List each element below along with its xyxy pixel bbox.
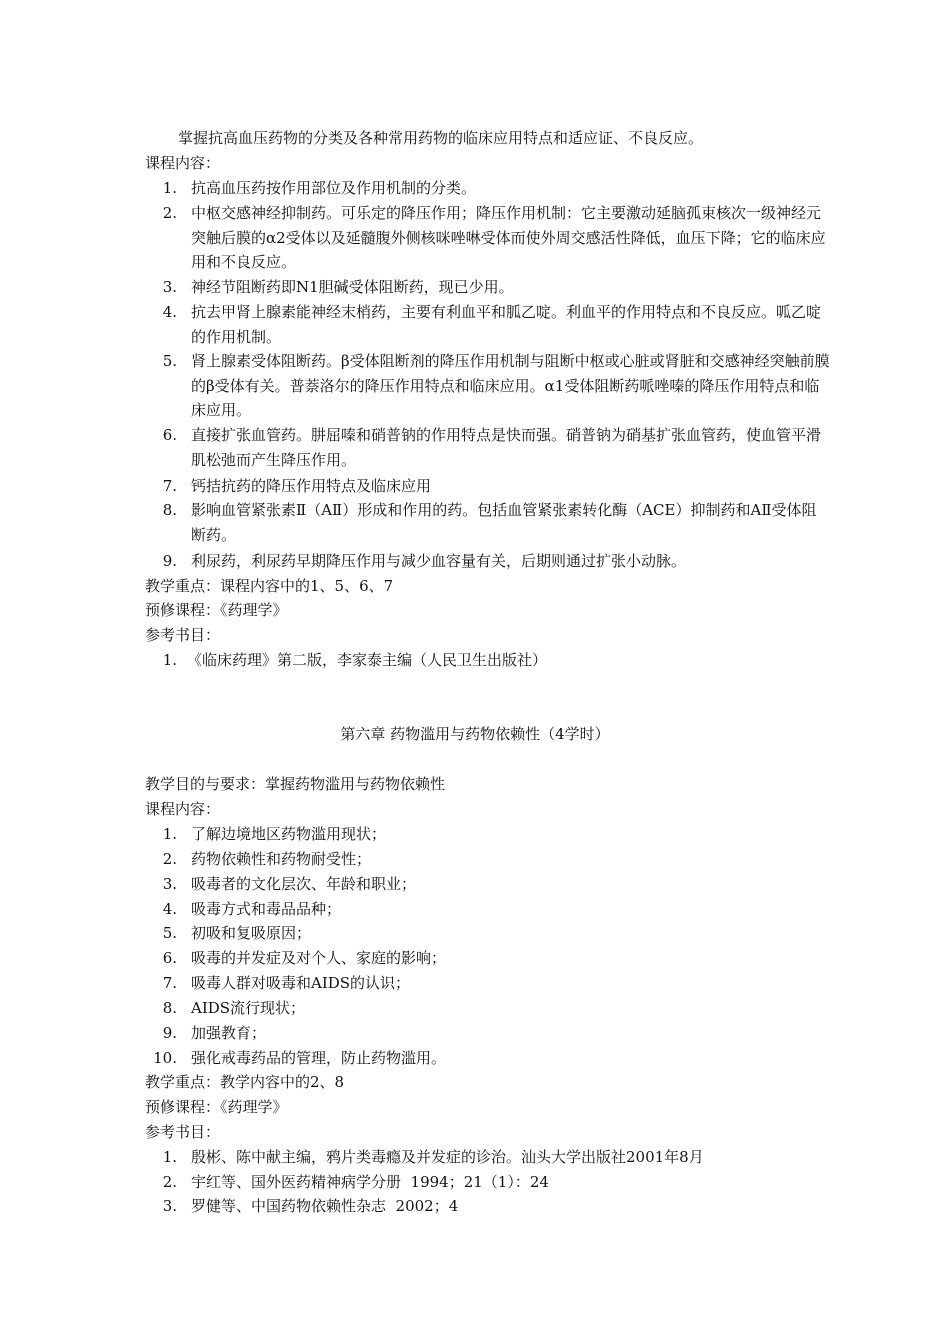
reference-item [145,650,835,674]
key-points: 教学重点：课程内容中的1、5、6、7 [145,577,394,595]
list-item [145,351,835,425]
list-text: 《临床药理》第二版，李家泰主编（人民卫生出版社） [187,651,548,669]
list-text: 药物依赖性和药物耐受性； [191,850,372,868]
references-label: 参考书目： [145,626,221,644]
list-text: 殷彬、陈中献主编，鸦片类毒瘾及并发症的诊治。汕头大学出版社2001年8月 [191,1148,704,1166]
list-item [145,899,835,923]
list-text: 罗健等、中国药物依赖性杂志 2002；4 [191,1197,459,1215]
list-item [145,874,835,898]
list-item [145,277,835,301]
list-number: 7. [162,477,177,495]
list-number: 1. [162,179,177,197]
list-text: 肾上腺素受体阻断药。β受体阻断剂的降压作用机制与阻断中枢或心脏或肾脏和交感神经突触前膜的β受体有关。普萘洛尔的降压作用特点和临床应用。α1受体阻断药哌唑嗪的降压作用特点和临床应用。 [191,352,830,419]
list-text: 影响血管紧张素Ⅱ（AⅡ）形成和作用的药。包括血管紧张素转化酶（ACE）抑制药和AⅡ受体阻断药。 [191,501,817,544]
list-item [145,425,835,474]
intro-paragraph: 掌握抗高血压药物的分类及各种常用药物的临床应用特点和适应证、不良反应。 [178,129,704,147]
list-text: 吸毒的并发症及对个人、家庭的影响； [191,949,447,967]
list-number: 2. [162,204,177,222]
list-text: 直接扩张血管药。肼屈嗪和硝普钠的作用特点是快而强。硝普钠为硝基扩张血管药，使血管平滑肌松弛而产生降压作用。 [191,426,822,469]
list-item [145,1023,835,1047]
content-label: 课程内容： [145,800,221,818]
list-number: 10. [153,1049,177,1067]
list-item [145,998,835,1022]
reference-item [145,1196,835,1220]
list-number: 6. [162,426,177,444]
list-number: 4. [162,900,177,918]
list-number: 1. [162,1148,177,1166]
chapter-title: 第六章 药物滥用与药物依赖性（4学时） [340,725,610,743]
list-number: 7. [162,974,177,992]
list-number: 3. [162,1197,177,1215]
list-text: 了解边境地区药物滥用现状； [191,825,387,843]
list-item [145,948,835,972]
list-number: 3. [162,875,177,893]
list-item [145,500,835,549]
list-item [145,178,835,202]
list-number: 8. [162,501,177,519]
teaching-goal: 教学目的与要求：掌握药物滥用与药物依赖性 [145,775,446,793]
prerequisite-course: 预修课程：《药理学》 [145,601,288,619]
list-text: 宇红等、国外医药精神病学分册 1994；21（1）：24 [191,1173,549,1191]
list-item [145,203,835,277]
list-number: 1. [162,651,177,669]
list-text: 初吸和复吸原因； [191,924,312,942]
list-text: 利尿药，利尿药早期降压作用与减少血容量有关，后期则通过扩张小动脉。 [191,552,687,570]
list-text: 神经节阻断药即N1胆碱受体阻断药，现已少用。 [191,278,514,296]
list-text: 吸毒方式和毒品品种； [191,900,342,918]
list-item [145,923,835,947]
references-label: 参考书目： [145,1123,221,1141]
prerequisite-course: 预修课程：《药理学》 [145,1098,288,1116]
list-item [145,551,835,575]
reference-item [145,1172,835,1196]
list-item [145,973,835,997]
list-number: 2. [162,850,177,868]
list-text: AIDS流行现状； [191,999,306,1017]
reference-item [145,1147,835,1171]
list-text: 强化戒毒药品的管理，防止药物滥用。 [191,1049,447,1067]
key-points: 教学重点：教学内容中的2、8 [145,1073,345,1091]
list-number: 9. [162,1024,177,1042]
list-number: 5. [162,924,177,942]
list-text: 吸毒者的文化层次、年龄和职业； [191,875,417,893]
list-number: 4. [162,303,177,321]
list-number: 1. [162,825,177,843]
list-number: 8. [162,999,177,1017]
content-label: 课程内容： [145,154,221,172]
list-text: 钙拮抗药的降压作用特点及临床应用 [191,477,432,495]
list-item [145,1048,835,1072]
list-item [145,849,835,873]
list-item [145,476,835,500]
list-text: 中枢交感神经抑制药。可乐定的降压作用；降压作用机制：它主要激动延脑孤束核次一级神经元突触后膜的α2受体以及延髓腹外侧核咪唑啉受体而使外周交感活性降低，血压下降；它的临床应用和不良反应。 [191,204,826,271]
list-number: 2. [162,1173,177,1191]
list-text: 吸毒人群对吸毒和AIDS的认识； [191,974,411,992]
list-number: 3. [162,278,177,296]
list-text: 抗高血压药按作用部位及作用机制的分类。 [191,179,477,197]
list-item [145,302,835,351]
list-item [145,824,835,848]
list-text: 加强教育； [191,1024,267,1042]
list-number: 9. [162,552,177,570]
list-text: 抗去甲肾上腺素能神经末梢药，主要有利血平和胍乙啶。利血平的作用特点和不良反应。呱乙啶的作用机制。 [191,303,822,346]
list-number: 6. [162,949,177,967]
list-number: 5. [162,352,177,370]
